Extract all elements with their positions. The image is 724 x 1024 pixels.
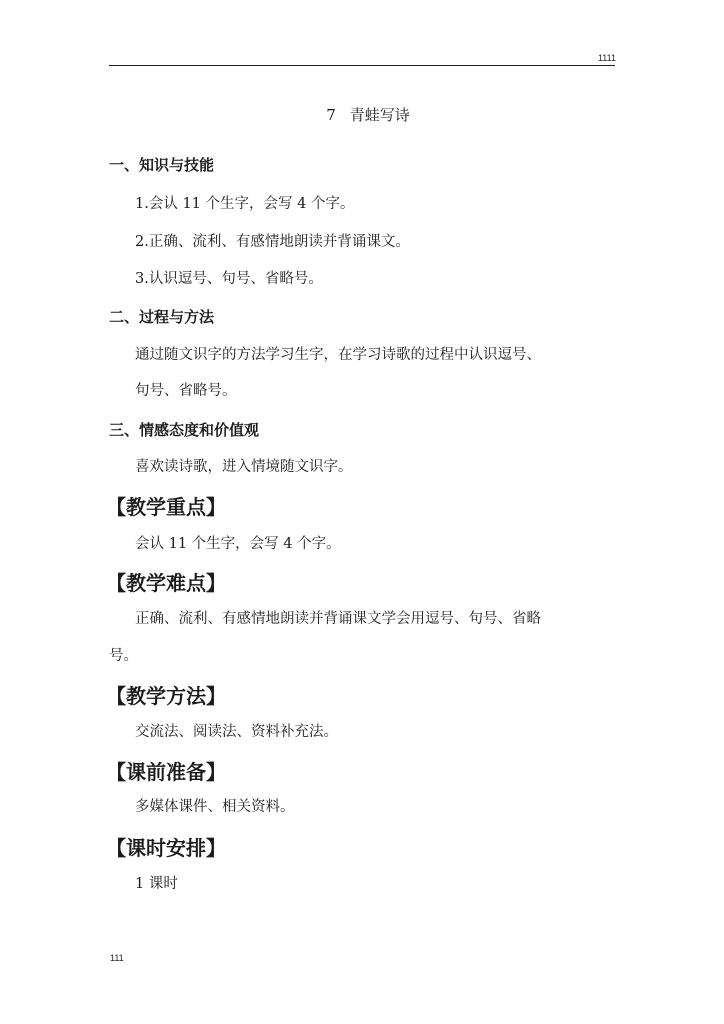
- process-line-1: 通过随文识字的方法学习生字，在学习诗歌的过程中认识逗号、: [135, 347, 541, 363]
- header-page-code: 1111: [597, 53, 616, 63]
- knowledge-item-3: 3.认识逗号、句号、省略号。: [135, 271, 323, 287]
- preparation-heading: 【课前准备】: [106, 760, 226, 784]
- difficulties-line-1: 正确、流利、有感情地朗读并背诵课文学会用逗号、句号、省略: [135, 611, 541, 627]
- knowledge-heading: 一、知识与技能: [109, 156, 215, 174]
- knowledge-item-2: 2.正确、流利、有感情地朗读并背诵课文。: [135, 234, 410, 250]
- lesson-title: [0, 108, 724, 123]
- emotion-heading: 三、情感态度和价值观: [109, 421, 260, 439]
- preparation-text: 多媒体课件、相关资料。: [135, 799, 295, 815]
- emotion-text: 喜欢读诗歌，进入情境随文识字。: [135, 459, 353, 475]
- lesson-title-text: 青蛙写诗: [349, 106, 410, 124]
- process-heading: 二、过程与方法: [109, 308, 215, 326]
- key-points-heading: 【教学重点】: [106, 495, 226, 519]
- schedule-text: 1 课时: [135, 876, 178, 892]
- methods-heading: 【教学方法】: [106, 684, 226, 708]
- methods-text: 交流法、阅读法、资料补充法。: [135, 724, 338, 740]
- knowledge-item-1: 1.会认 11 个生字，会写 4 个字。: [135, 196, 355, 212]
- header-divider: [109, 65, 615, 66]
- key-points-text: 会认 11 个生字，会写 4 个字。: [135, 536, 341, 552]
- footer-page-code: 111: [110, 953, 124, 963]
- schedule-heading: 【课时安排】: [106, 836, 226, 860]
- process-line-2: 句号、省略号。: [135, 383, 237, 399]
- difficulties-heading: 【教学难点】: [106, 571, 226, 595]
- difficulties-line-2: 号。: [109, 648, 138, 664]
- lesson-number: 7: [326, 106, 336, 124]
